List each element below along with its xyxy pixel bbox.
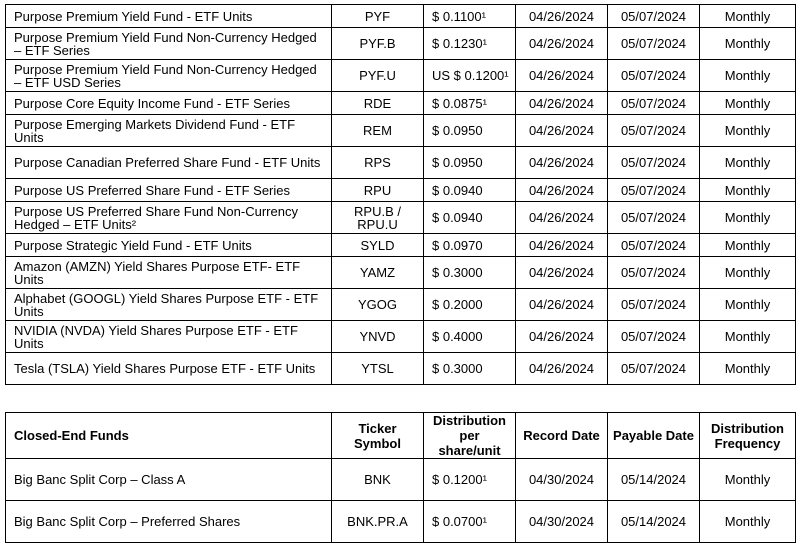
header-record-date: Record Date <box>516 413 608 459</box>
ticker-symbol: RPS <box>332 147 424 179</box>
fund-name: Tesla (TSLA) Yield Shares Purpose ETF - ETF Units <box>6 353 332 385</box>
record-date: 04/26/2024 <box>516 321 608 353</box>
table-row <box>6 60 796 92</box>
payable-date: 05/07/2024 <box>608 289 700 321</box>
fund-name: NVIDIA (NVDA) Yield Shares Purpose ETF - ETF Units <box>6 321 332 353</box>
ticker-symbol: REM <box>332 115 424 147</box>
distribution-amount: $ 0.0950 <box>424 147 516 179</box>
payable-date: 05/14/2024 <box>608 501 700 543</box>
distribution-frequency: Monthly <box>700 289 796 321</box>
distribution-frequency: Monthly <box>700 28 796 60</box>
distribution-amount: $ 0.4000 <box>424 321 516 353</box>
record-date: 04/26/2024 <box>516 289 608 321</box>
header-distribution-per-unit: Distribution per share/unit <box>424 413 516 459</box>
record-date: 04/30/2024 <box>516 501 608 543</box>
payable-date: 05/07/2024 <box>608 147 700 179</box>
fund-name: Purpose Premium Yield Fund - ETF Units <box>6 5 332 28</box>
distribution-frequency: Monthly <box>700 202 796 234</box>
table-row <box>6 202 796 234</box>
fund-name: Purpose Core Equity Income Fund - ETF Series <box>6 92 332 115</box>
ticker-symbol: PYF.U <box>332 60 424 92</box>
record-date: 04/26/2024 <box>516 353 608 385</box>
payable-date: 05/07/2024 <box>608 179 700 202</box>
ticker-symbol: YNVD <box>332 321 424 353</box>
table-row <box>6 501 796 543</box>
fund-name: Amazon (AMZN) Yield Shares Purpose ETF- ETF Units <box>6 257 332 289</box>
payable-date: 05/07/2024 <box>608 28 700 60</box>
distribution-amount: $ 0.1230¹ <box>424 28 516 60</box>
distribution-amount: $ 0.1200¹ <box>424 459 516 501</box>
distribution-frequency: Monthly <box>700 353 796 385</box>
closed-end-funds-table <box>5 412 796 543</box>
fund-name: Purpose Emerging Markets Dividend Fund - ETF Units <box>6 115 332 147</box>
distribution-frequency: Monthly <box>700 234 796 257</box>
distribution-frequency: Monthly <box>700 92 796 115</box>
ticker-symbol: YGOG <box>332 289 424 321</box>
fund-name: Big Banc Split Corp – Class A <box>6 459 332 501</box>
ticker-symbol: PYF.B <box>332 28 424 60</box>
record-date: 04/26/2024 <box>516 115 608 147</box>
header-distribution-frequency: Distribution Frequency <box>700 413 796 459</box>
fund-name: Alphabet (GOOGL) Yield Shares Purpose ETF - ETF Units <box>6 289 332 321</box>
fund-name: Purpose Strategic Yield Fund - ETF Units <box>6 234 332 257</box>
ticker-symbol: RPU.B / RPU.U <box>332 202 424 234</box>
distribution-amount: $ 0.3000 <box>424 257 516 289</box>
distribution-amount: $ 0.1100¹ <box>424 5 516 28</box>
table-row <box>6 5 796 28</box>
table-row <box>6 179 796 202</box>
record-date: 04/26/2024 <box>516 202 608 234</box>
ticker-symbol: YTSL <box>332 353 424 385</box>
table-row <box>6 234 796 257</box>
header-ticker-symbol: Ticker Symbol <box>332 413 424 459</box>
fund-name: Purpose Premium Yield Fund Non-Currency Hedged – ETF Series <box>6 28 332 60</box>
record-date: 04/26/2024 <box>516 179 608 202</box>
fund-name: Purpose Premium Yield Fund Non-Currency Hedged – ETF USD Series <box>6 60 332 92</box>
ticker-symbol: BNK.PR.A <box>332 501 424 543</box>
payable-date: 05/14/2024 <box>608 459 700 501</box>
record-date: 04/26/2024 <box>516 28 608 60</box>
table-row <box>6 459 796 501</box>
distribution-amount: $ 0.0875¹ <box>424 92 516 115</box>
fund-name: Purpose US Preferred Share Fund Non-Currency Hedged – ETF Units² <box>6 202 332 234</box>
ticker-symbol: RPU <box>332 179 424 202</box>
ticker-symbol: PYF <box>332 5 424 28</box>
header-payable-date: Payable Date <box>608 413 700 459</box>
header-closed-end-funds: Closed-End Funds <box>6 413 332 459</box>
distribution-amount: $ 0.0970 <box>424 234 516 257</box>
distribution-frequency: Monthly <box>700 501 796 543</box>
payable-date: 05/07/2024 <box>608 321 700 353</box>
record-date: 04/26/2024 <box>516 234 608 257</box>
table-row <box>6 353 796 385</box>
ticker-symbol: SYLD <box>332 234 424 257</box>
payable-date: 05/07/2024 <box>608 5 700 28</box>
table-row <box>6 147 796 179</box>
distribution-frequency: Monthly <box>700 60 796 92</box>
ticker-symbol: YAMZ <box>332 257 424 289</box>
fund-name: Purpose US Preferred Share Fund - ETF Series <box>6 179 332 202</box>
record-date: 04/26/2024 <box>516 147 608 179</box>
distribution-frequency: Monthly <box>700 179 796 202</box>
distribution-frequency: Monthly <box>700 459 796 501</box>
fund-name: Big Banc Split Corp – Preferred Shares <box>6 501 332 543</box>
table-header-row <box>6 413 796 459</box>
distribution-frequency: Monthly <box>700 147 796 179</box>
distribution-amount: US $ 0.1200¹ <box>424 60 516 92</box>
distribution-amount: $ 0.3000 <box>424 353 516 385</box>
etf-distribution-table <box>5 4 796 385</box>
table-row <box>6 28 796 60</box>
record-date: 04/26/2024 <box>516 257 608 289</box>
distribution-amount: $ 0.2000 <box>424 289 516 321</box>
fund-name: Purpose Canadian Preferred Share Fund - ETF Units <box>6 147 332 179</box>
payable-date: 05/07/2024 <box>608 257 700 289</box>
record-date: 04/26/2024 <box>516 5 608 28</box>
payable-date: 05/07/2024 <box>608 234 700 257</box>
table-row <box>6 289 796 321</box>
payable-date: 05/07/2024 <box>608 60 700 92</box>
distribution-frequency: Monthly <box>700 5 796 28</box>
ticker-symbol: RDE <box>332 92 424 115</box>
table-row <box>6 115 796 147</box>
payable-date: 05/07/2024 <box>608 92 700 115</box>
distribution-amount: $ 0.0700¹ <box>424 501 516 543</box>
record-date: 04/30/2024 <box>516 459 608 501</box>
distribution-frequency: Monthly <box>700 257 796 289</box>
distribution-frequency: Monthly <box>700 115 796 147</box>
distribution-frequency: Monthly <box>700 321 796 353</box>
ticker-symbol: BNK <box>332 459 424 501</box>
distribution-amount: $ 0.0940 <box>424 202 516 234</box>
table-row <box>6 92 796 115</box>
payable-date: 05/07/2024 <box>608 115 700 147</box>
payable-date: 05/07/2024 <box>608 353 700 385</box>
record-date: 04/26/2024 <box>516 60 608 92</box>
table-row <box>6 257 796 289</box>
distribution-amount: $ 0.0950 <box>424 115 516 147</box>
distribution-amount: $ 0.0940 <box>424 179 516 202</box>
payable-date: 05/07/2024 <box>608 202 700 234</box>
record-date: 04/26/2024 <box>516 92 608 115</box>
table-row <box>6 321 796 353</box>
